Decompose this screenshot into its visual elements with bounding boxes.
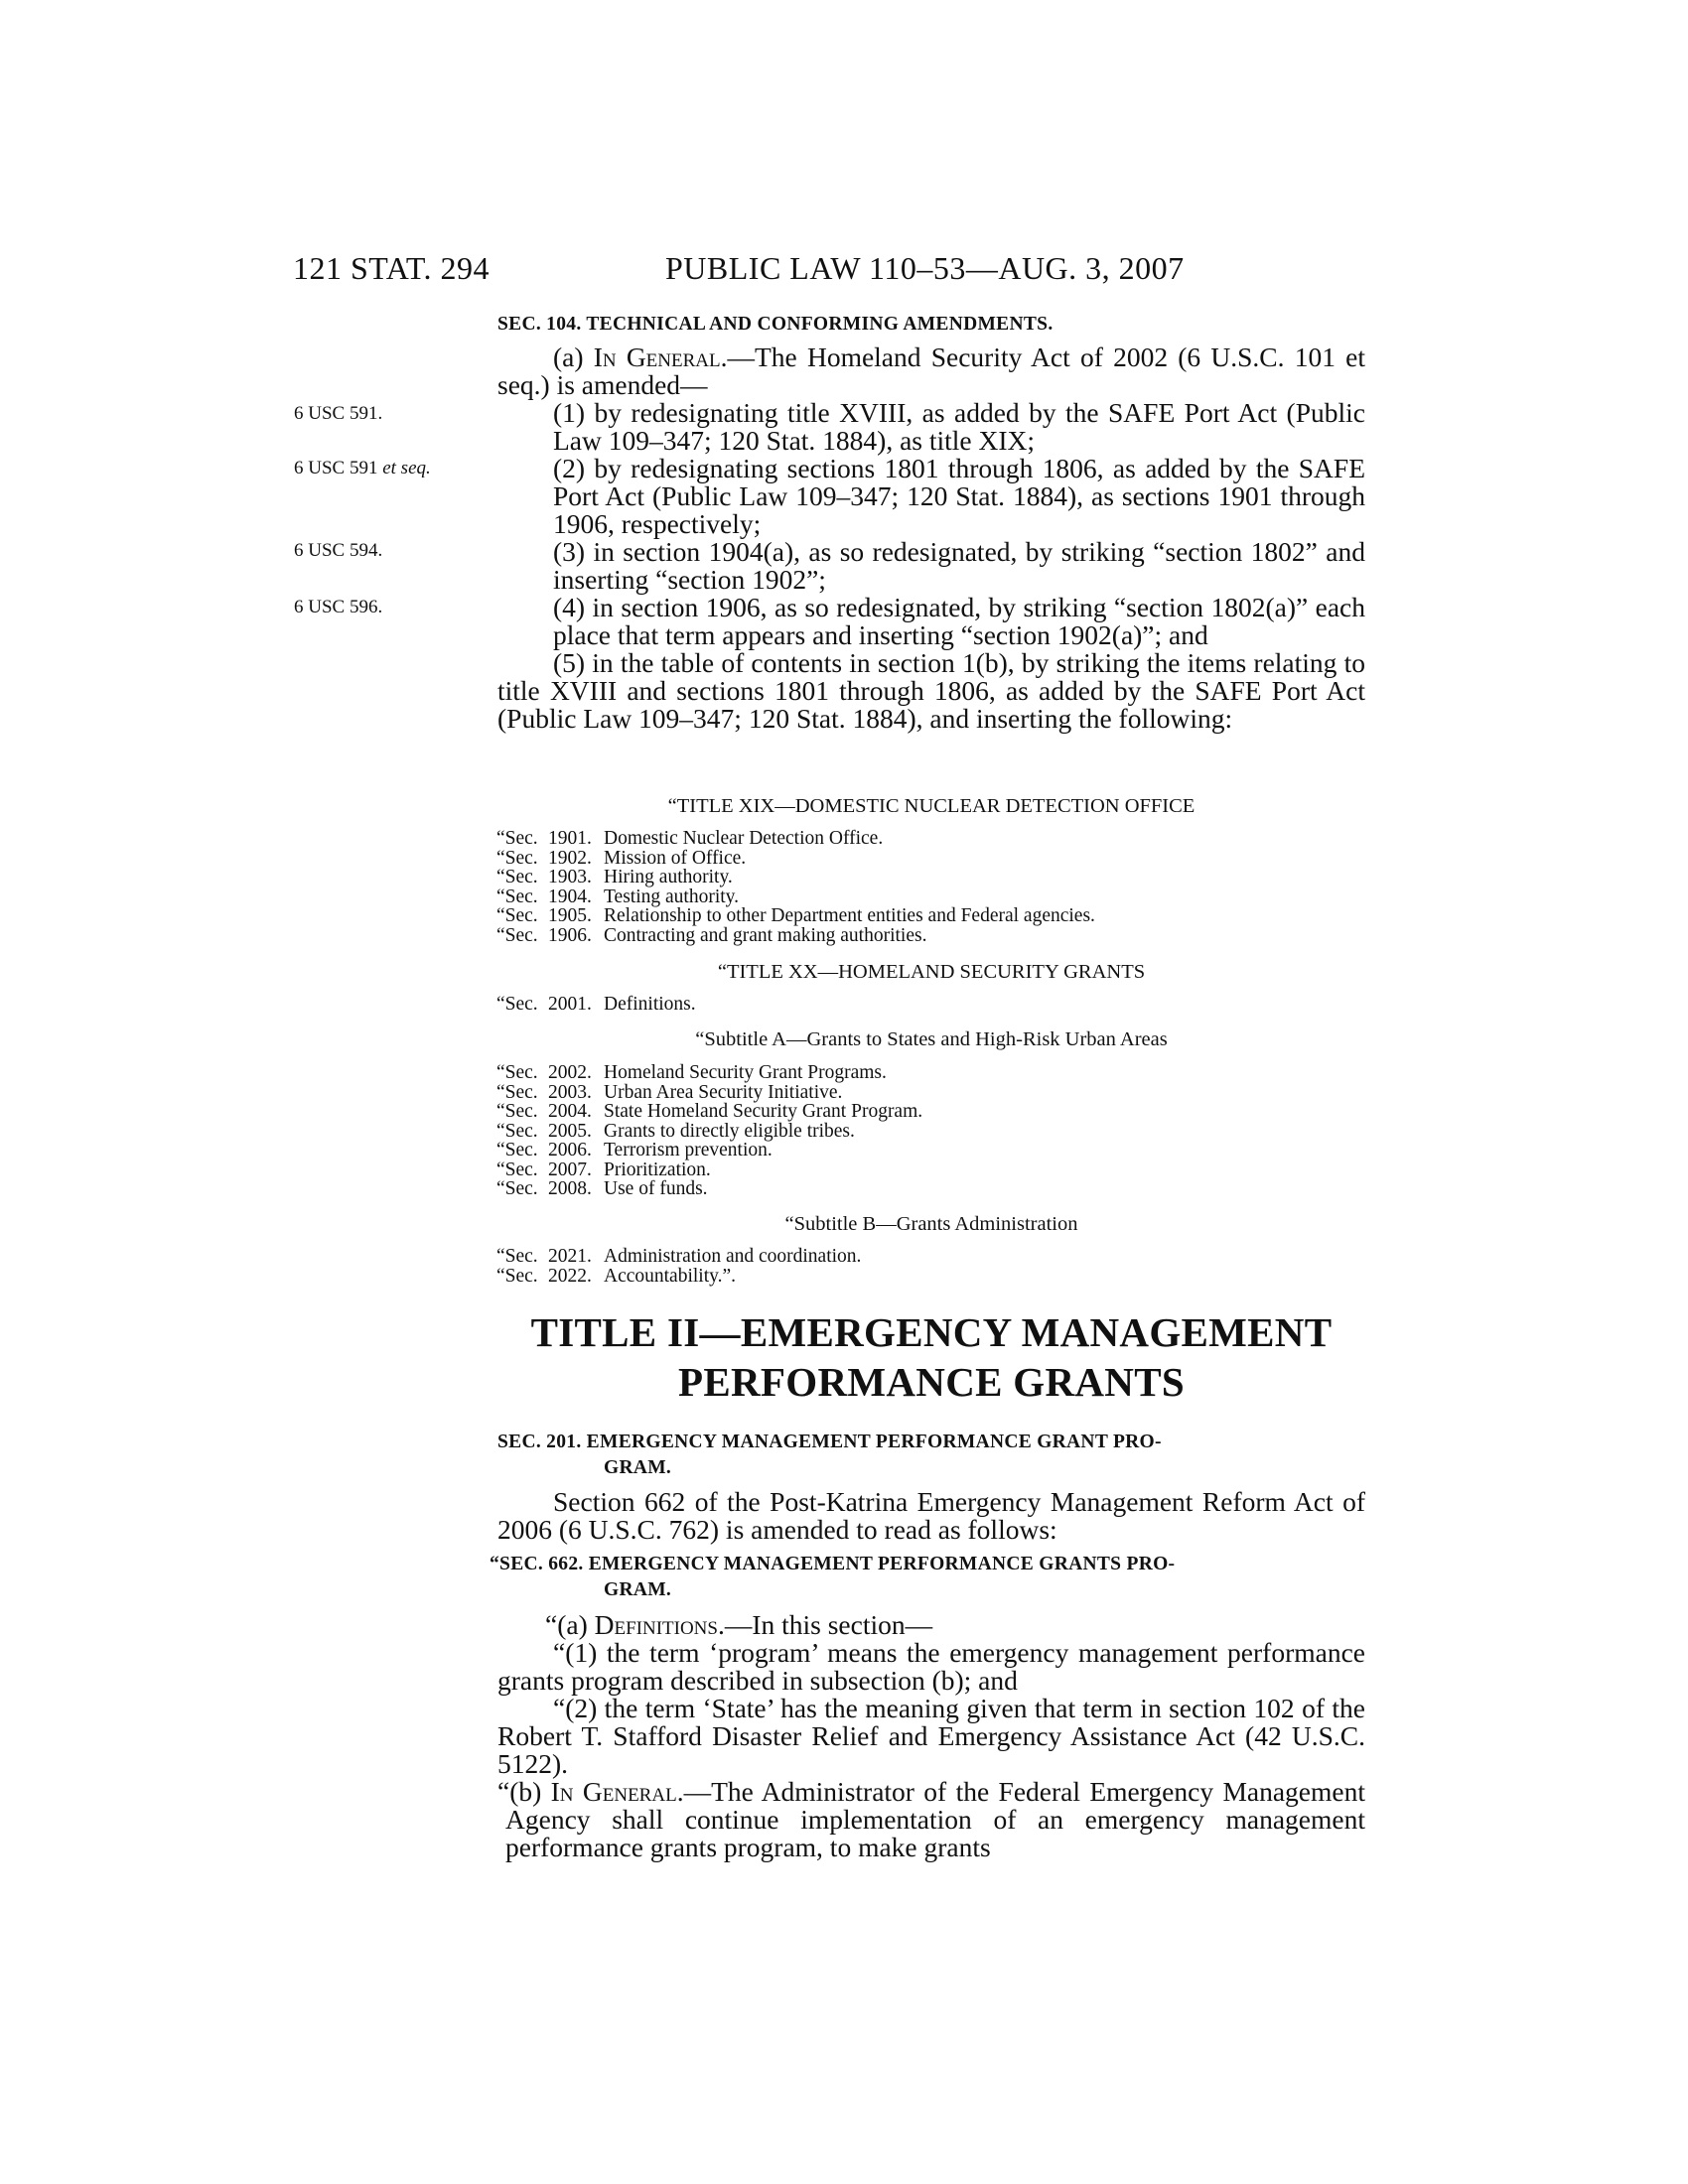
toc-row	[496, 906, 1095, 926]
toc-row-title: Prioritization.	[604, 1159, 711, 1180]
toc-row-prefix: “Sec.	[496, 905, 538, 926]
sec-662-a-1: “(1) the term ‘program’ means the emergency management performance grants program described in subsection (b); and	[497, 1637, 1365, 1696]
toc-row-number: 2008.	[548, 1178, 592, 1199]
toc-title-xx-list	[496, 995, 696, 1015]
toc-row-number: 2006.	[548, 1140, 592, 1160]
toc-title-xx: “TITLE XX—HOMELAND SECURITY GRANTS	[717, 961, 1146, 983]
toc-row	[496, 1102, 922, 1122]
toc-row-number: 2007.	[548, 1159, 592, 1180]
toc-row	[496, 1063, 922, 1083]
toc-row-title: Testing authority.	[604, 886, 740, 907]
toc-row-prefix: “Sec.	[496, 886, 538, 907]
toc-row-title: Definitions.	[604, 994, 696, 1015]
toc-row-number: 1905.	[548, 905, 592, 926]
sec-104-item-1: (1) by redesignating title XVIII, as added by the SAFE Port Act (Public Law 109–347; 120 Stat. 1884), as title XIX;	[553, 397, 1365, 456]
title-ii-line-2: PERFORMANCE GRANTS	[678, 1359, 1185, 1405]
sec-662-heading	[490, 1552, 1365, 1603]
toc-row-title: Hiring authority.	[604, 867, 733, 887]
toc-row-number: 1901.	[548, 828, 592, 849]
toc-row-prefix: “Sec.	[496, 1178, 538, 1199]
toc-row	[496, 1160, 922, 1180]
toc-title-xix-list	[496, 829, 1095, 945]
toc-row-title: Grants to directly eligible tribes.	[604, 1120, 855, 1142]
toc-row-prefix: “Sec.	[496, 1265, 538, 1287]
toc-row	[496, 1267, 861, 1287]
toc-row-prefix: “Sec.	[496, 1081, 538, 1103]
toc-row-prefix: “Sec.	[496, 1140, 538, 1160]
toc-row-number: 2021.	[548, 1246, 592, 1267]
toc-row-title: Relationship to other Department entities and Federal agencies.	[604, 905, 1095, 926]
toc-subtitle-b: “Subtitle B—Grants Administration	[784, 1213, 1078, 1235]
sec-662-heading-line-1: “SEC. 662. EMERGENCY MANAGEMENT PERFORMANCE GRANTS PRO-	[490, 1554, 1176, 1574]
page-stat-number: 121 STAT. 294	[293, 250, 491, 286]
toc-row-title: Administration and coordination.	[604, 1246, 862, 1267]
sec-201-text: Section 662 of the Post-Katrina Emergency Management Reform Act of 2006 (6 U.S.C. 762) is amended to read as follows:	[497, 1486, 1365, 1545]
toc-row-prefix: “Sec.	[496, 1159, 538, 1180]
toc-row-title: Accountability.”.	[604, 1265, 737, 1287]
toc-row-prefix: “Sec.	[496, 847, 538, 869]
sec-201-heading-line-2: GRAM.	[604, 1457, 672, 1478]
margin-note-usc-591: 6 USC 591.	[294, 403, 383, 424]
toc-row-prefix: “Sec.	[496, 828, 538, 849]
toc-title-xix: “TITLE XIX—DOMESTIC NUCLEAR DETECTION OFFICE	[667, 795, 1196, 817]
toc-row-title: Use of funds.	[604, 1178, 708, 1199]
sec-104-item-3: (3) in section 1904(a), as so redesignated, by striking “section 1802” and inserting “section 1902”;	[553, 536, 1365, 595]
toc-row	[496, 1179, 922, 1199]
toc-row	[496, 868, 1095, 887]
toc-row-title: Contracting and grant making authorities.	[604, 924, 927, 946]
sec-662-b: “(b) In General.—The Administrator of the Federal Emergency Management Agency shall continue implementation of an emergency management performance grants program, to make grants	[497, 1776, 1365, 1862]
toc-row-prefix: “Sec.	[496, 994, 538, 1015]
margin-note-usc-596: 6 USC 596.	[294, 597, 383, 617]
sec-662-a-2: “(2) the term ‘State’ has the meaning given that term in section 102 of the Robert T. Stafford Disaster Relief and Emergency Assistance Act (42 U.S.C. 5122).	[497, 1693, 1365, 1779]
toc-row	[496, 926, 1095, 946]
toc-row	[496, 829, 1095, 849]
sec-662-heading-line-2: GRAM.	[604, 1579, 672, 1600]
sec-104-intro: (a) In General.—The Homeland Security Act of 2002 (6 U.S.C. 101 et seq.) is amended—	[497, 341, 1366, 400]
toc-row-prefix: “Sec.	[496, 1120, 538, 1142]
title-ii-line-1: TITLE II—EMERGENCY MANAGEMENT	[530, 1309, 1333, 1355]
toc-row	[496, 887, 1095, 907]
toc-row-number: 1902.	[548, 847, 592, 869]
toc-row-number: 2003.	[548, 1081, 592, 1103]
toc-row	[496, 995, 696, 1015]
toc-row	[496, 1141, 922, 1160]
toc-row-prefix: “Sec.	[496, 1246, 538, 1267]
toc-row	[496, 1247, 861, 1267]
toc-row-number: 2001.	[548, 994, 592, 1015]
sec-201-heading	[497, 1430, 1365, 1481]
toc-row-number: 1906.	[548, 924, 592, 946]
toc-row-number: 2022.	[548, 1265, 592, 1287]
sec-104-item-4: (4) in section 1906, as so redesignated, by striking “section 1802(a)” each place that term appears and inserting “section 1902(a)”; and	[553, 592, 1365, 650]
toc-row-title: State Homeland Security Grant Program.	[604, 1101, 923, 1122]
toc-row-number: 2005.	[548, 1120, 592, 1142]
toc-row-prefix: “Sec.	[496, 924, 538, 946]
toc-row-prefix: “Sec.	[496, 867, 538, 887]
margin-note-usc-591-et-seq: 6 USC 591 et seq.	[294, 458, 431, 478]
toc-row-prefix: “Sec.	[496, 1101, 538, 1122]
toc-row-prefix: “Sec.	[496, 1062, 538, 1083]
toc-row-number: 2002.	[548, 1062, 592, 1083]
toc-row-title: Urban Area Security Initiative.	[604, 1081, 843, 1103]
sec-104-item-2: (2) by redesignating sections 1801 through 1806, as added by the SAFE Port Act (Public Law 109–347; 120 Stat. 1884), as sections 1901 through 1906, respectively;	[553, 453, 1365, 539]
toc-row-number: 1904.	[548, 886, 592, 907]
toc-row-title: Mission of Office.	[604, 847, 747, 869]
toc-row	[496, 1083, 922, 1103]
page-law-header: PUBLIC LAW 110–53—AUG. 3, 2007	[665, 250, 1185, 286]
toc-row-number: 2004.	[548, 1101, 592, 1122]
sec-104-heading: SEC. 104. TECHNICAL AND CONFORMING AMENDMENTS.	[497, 314, 1054, 335]
sec-104-body	[497, 343, 1365, 733]
toc-subtitle-a: “Subtitle A—Grants to States and High-Risk Urban Areas	[695, 1028, 1168, 1050]
toc-subtitle-a-list	[496, 1063, 922, 1199]
toc-row	[496, 1122, 922, 1142]
toc-row-title: Domestic Nuclear Detection Office.	[604, 828, 884, 849]
toc-row	[496, 849, 1095, 869]
sec-104-item-5: (5) in the table of contents in section 1(b), by striking the items relating to title XVIII and sections 1801 through 1806, as added by the SAFE Port Act (Public Law 109–347; 120 Stat. 1884), and inserting the following:	[497, 647, 1365, 734]
title-ii-heading	[497, 1307, 1365, 1407]
sec-662-a: “(a) Definitions.—In this section—	[545, 1609, 933, 1640]
sec-201-heading-line-1: SEC. 201. EMERGENCY MANAGEMENT PERFORMANCE GRANT PRO-	[497, 1432, 1162, 1452]
sec-662-body	[497, 1611, 1365, 1861]
sec-201-body	[497, 1488, 1365, 1544]
toc-row-title: Terrorism prevention.	[604, 1140, 773, 1160]
margin-note-usc-594: 6 USC 594.	[294, 540, 383, 561]
toc-row-number: 1903.	[548, 867, 592, 887]
toc-subtitle-b-list	[496, 1247, 861, 1286]
toc-row-title: Homeland Security Grant Programs.	[604, 1062, 887, 1083]
